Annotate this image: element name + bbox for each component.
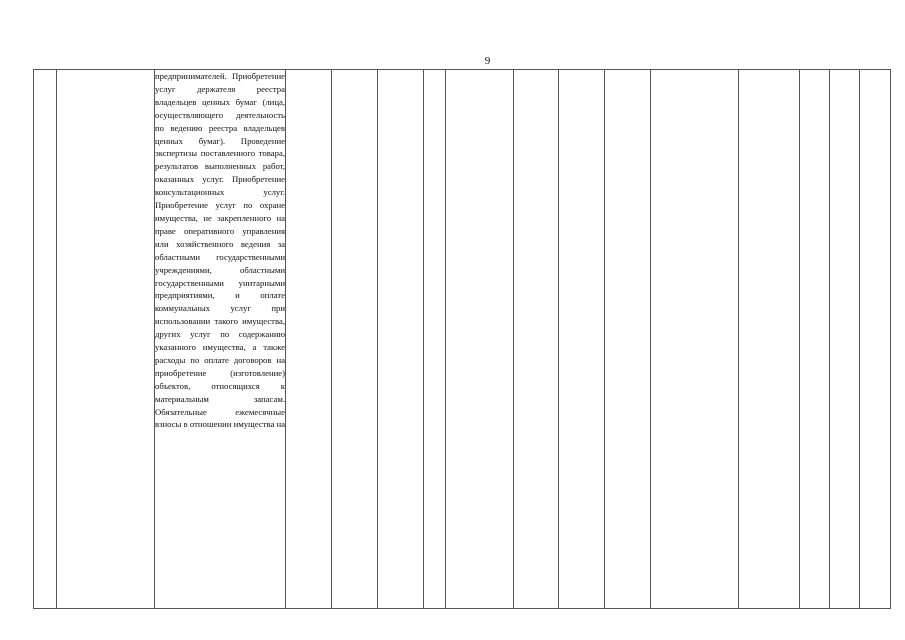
- table-cell: [739, 70, 800, 609]
- description-text: предпринимателей. Приобретение услуг держателя реестра владельцев ценных бумаг (лица, осуществляющего деятельность по ведению реестра владельцев ценных бумаг). Проведение экспертизы поставленного товара, результатов выполненных работ, оказанных услуг. Приобретение консультационных услуг. Приобретение услуг по охране имущества, не закрепленного на праве оперативного управления или хозяйственного ведения за областными государственными учреждениями, областными государственными унитарными предприятиями, и оплате коммунальных услуг при использовании такого имущества, других услуг по содержанию указанного имущества, а также расходы по оплате договоров на приобретение (изготовление) объектов, относящихся к материальным запасам. Обязательные ежемесячные взносы в отношении имущества на: [155, 71, 285, 430]
- table-cell: [605, 70, 651, 609]
- table-cell: [34, 70, 57, 609]
- document-table: [33, 69, 891, 609]
- table-cell: [424, 70, 446, 609]
- table-cell: [57, 70, 155, 609]
- table-cell: [830, 70, 860, 609]
- table-cell: [446, 70, 514, 609]
- table-row: [34, 70, 891, 609]
- description-cell: [155, 70, 286, 609]
- table-cell: [286, 70, 332, 609]
- table-cell: [559, 70, 605, 609]
- table-cell: [332, 70, 378, 609]
- table-cell: [800, 70, 830, 609]
- page-number: 9: [484, 55, 491, 67]
- table-cell: [514, 70, 559, 609]
- table-cell: [378, 70, 424, 609]
- table-cell: [860, 70, 891, 609]
- table-cell: [651, 70, 739, 609]
